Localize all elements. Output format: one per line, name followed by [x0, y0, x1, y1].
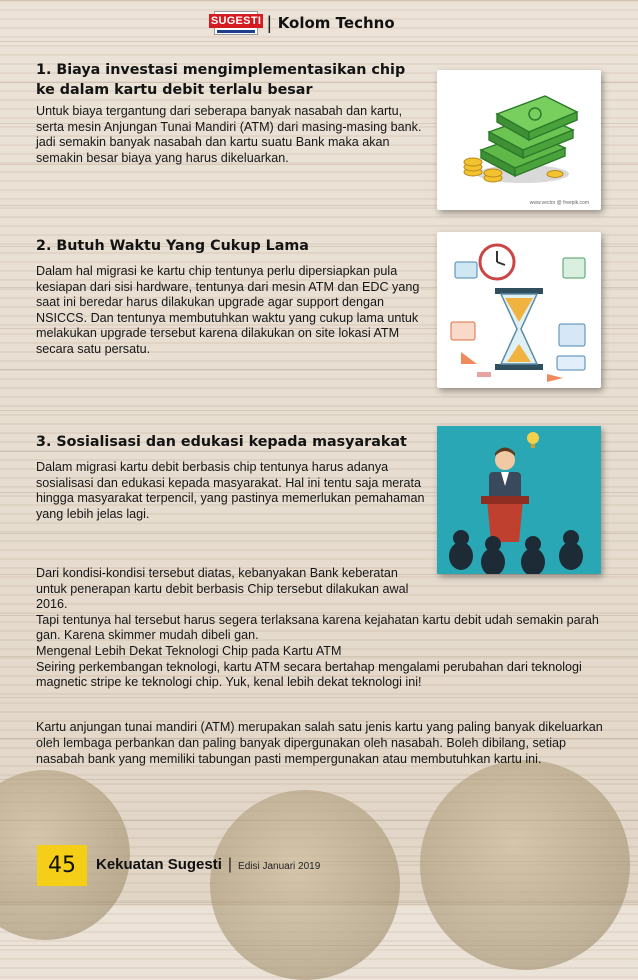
- body-paragraph: Kartu anjungan tunai mandiri (ATM) merupakan salah satu jenis kartu yang paling banyak dikeluarkan oleh lembaga perbankan dan paling banyak dipergunakan oleh nasabah. Boleh dibilang, setiap nasabah bank yang memiliki tabungan pasti mempergunakan atau membutuhkan kartu ini.: [36, 720, 603, 766]
- subheading: Mengenal Lebih Dekat Teknologi Chip pada Kartu ATM: [36, 643, 342, 658]
- body-paragraph: Tapi tentunya hal tersebut harus segera terlaksana karena kejahatan kartu debit udah semakin parah gan. Karena skimmer mudah dibeli gan.: [36, 612, 599, 643]
- section-body-2: Dalam hal migrasi ke kartu chip tentunya perlu dipersiapkan pula kesiapan dari sisi hardware, tentunya dari mesin ATM dan EDC yang saat ini beredar harus dilakukan upgrade agar support dengan NSICCS. Dan tentunya membutuhkan waktu yang cukup lama untuk melakukan upgrade tersebut karena dilakukan on site lokasi ATM secara satu persatu.: [36, 264, 420, 356]
- edition-label: Edisi Januari 2019: [238, 861, 321, 872]
- section-body-1: Untuk biaya tergantung dari seberapa banyak nasabah dan kartu, serta mesin Anjungan Tunai Mandiri (ATM) dari masing-masing bank. jadi semakin banyak nasabah dan kartu suatu Bank maka akan semakin besar biaya yang harus dikeluarkan.: [36, 104, 422, 165]
- speaker-podium-icon: [437, 426, 601, 574]
- logo-stripe: [217, 30, 255, 33]
- page-number: 45: [37, 845, 87, 886]
- section-heading-2: 2. Butuh Waktu Yang Cukup Lama: [36, 238, 309, 254]
- body-paragraph: Dari kondisi-kondisi tersebut diatas, kebanyakan Bank keberatan untuk penerapan kartu debit berbasis Chip tersebut dilakukan awal 2016.: [36, 566, 409, 612]
- coin-decoration: [210, 790, 400, 980]
- hourglass-clock-icon: [437, 232, 601, 388]
- section-heading-1: 1. Biaya investasi mengimplementasikan chip ke dalam kartu debit terlalu besar: [36, 62, 406, 98]
- speaker-illustration: [437, 426, 601, 574]
- column-title: Kolom Techno: [277, 14, 395, 32]
- sugesti-logo: [210, 11, 262, 35]
- page-header: [210, 10, 395, 36]
- footer-separator: |: [227, 856, 233, 873]
- section-heading-3: 3. Sosialisasi dan edukasi kepada masyarakat: [36, 434, 407, 450]
- illustration-credit: www.vector @ freepik.com: [529, 200, 589, 206]
- body-block-1: [36, 566, 606, 691]
- section-body-3: Dalam migrasi kartu debit berbasis chip tentunya harus adanya sosialisasi dan edukasi kepada masyarakat. Hal ini tentu saja merata hingga masyarakat terpencil, yang pastinya memerlukan pemahaman yang lebih jelas lagi.: [36, 460, 425, 521]
- header-separator: |: [267, 12, 272, 33]
- magazine-name: Kekuatan Sugesti: [96, 856, 222, 873]
- money-stack-icon: [437, 70, 601, 210]
- page-footer: [96, 856, 320, 874]
- time-management-illustration: [437, 232, 601, 388]
- logo-text: SUGESTI: [210, 14, 262, 27]
- coin-decoration: [420, 760, 630, 970]
- money-stack-illustration: [437, 70, 601, 210]
- body-paragraph: Seiring perkembangan teknologi, kartu ATM secara bertahap mengalami perubahan dari teknologi magnetic stripe ke teknologi chip. Yuk, kenal lebih dekat teknologi ini!: [36, 659, 582, 690]
